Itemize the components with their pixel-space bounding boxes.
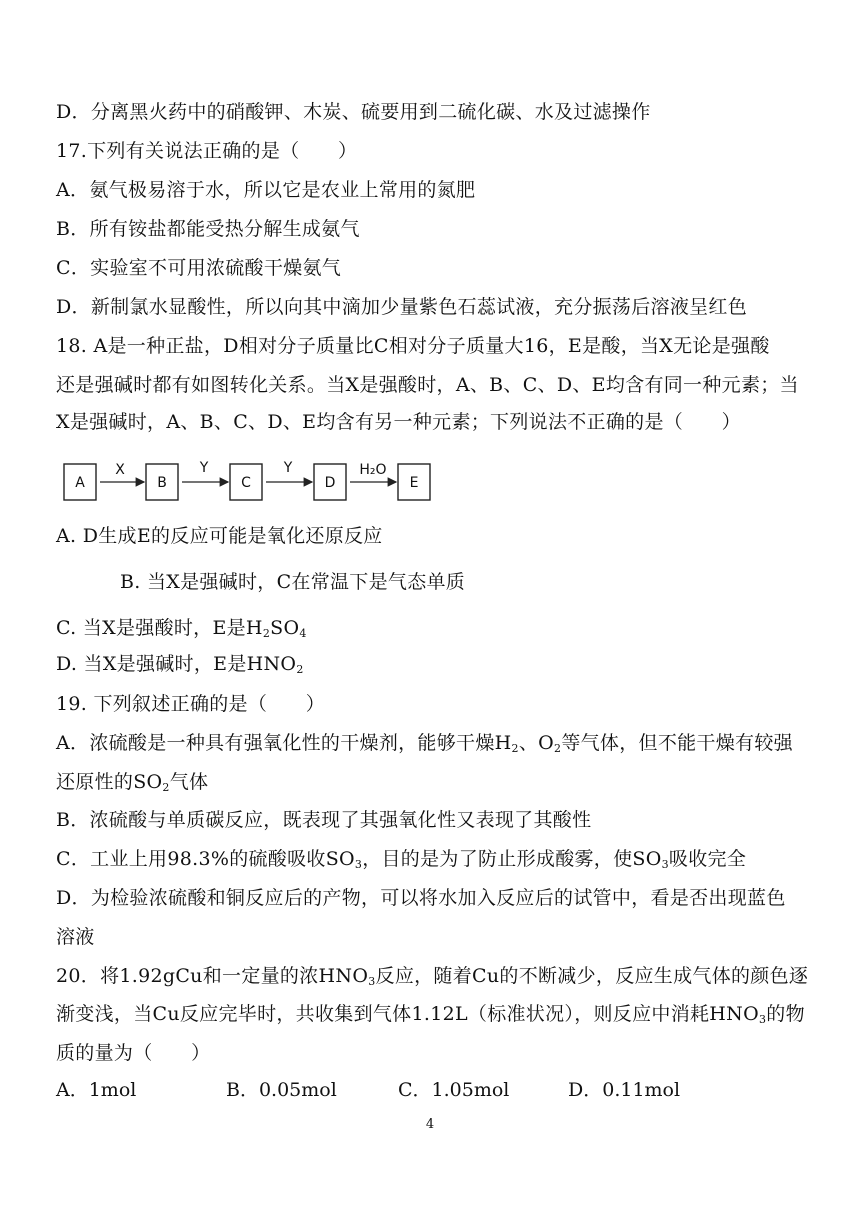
option-16d: D．分离黑火药中的硝酸钾、木炭、硫要用到二硫化碳、水及过滤操作: [56, 101, 651, 123]
option-18d: D. 当X是强碱时，E是$HNO_2$: [56, 653, 304, 676]
option-17a: A．氨气极易溶于水，所以它是农业上常用的氮肥: [56, 179, 476, 201]
question-17: 17.下列有关说法正确的是（ ）: [56, 140, 358, 162]
question-20-options: [56, 1078, 816, 1102]
node-b-label: B: [157, 475, 167, 491]
conversion-diagram: [62, 454, 442, 506]
page-number: 4: [425, 1117, 435, 1132]
question-18-line2: 还是强碱时都有如图转化关系。当X是强酸时，A、B、C、D、E均含有同一种元素；当: [56, 374, 799, 396]
option-19a-line1: A．浓硫酸是一种具有强氧化性的干燥剂，能够干燥$H_2$、$O_2$等气体，但不能干燥有较强: [56, 732, 793, 755]
option-20c: C．1.05mol: [398, 1079, 510, 1101]
option-18b: B. 当X是强碱时，C在常温下是气态单质: [120, 571, 466, 593]
option-18c: C. 当X是强酸时，E是$H_2SO_4$: [56, 617, 307, 640]
question-19: 19. 下列叙述正确的是（ ）: [56, 693, 326, 715]
option-20a: A．1mol: [56, 1079, 137, 1101]
option-17d: D．新制氯水显酸性，所以向其中滴加少量紫色石蕊试液，充分振荡后溶液呈红色: [56, 296, 748, 318]
question-20-line1: 20．将1.92gCu和一定量的浓$HNO_3$反应，随着Cu的不断减少，反应生成气体的颜色逐: [56, 965, 809, 988]
option-19a-line2: 还原性的$SO_2$气体: [56, 771, 209, 794]
option-17c: C．实验室不可用浓硫酸干燥氨气: [56, 257, 342, 279]
arrow-b-c-label: Y: [199, 460, 209, 476]
option-20b: B．0.05mol: [226, 1079, 337, 1101]
question-18-line1: 18. A是一种正盐，D相对分子质量比C相对分子质量大16，E是酸，当X无论是强酸: [56, 335, 770, 357]
option-19b: B．浓硫酸与单质碳反应，既表现了其强氧化性又表现了其酸性: [56, 809, 592, 831]
question-20-line2: 渐变浅，当Cu反应完毕时，共收集到气体1.12L（标准状况），则反应中消耗$HNO_3$的物: [56, 1003, 805, 1026]
node-a-label: A: [75, 475, 85, 491]
node-e-label: E: [409, 475, 419, 491]
option-17b: B．所有铵盐都能受热分解生成氨气: [56, 218, 360, 240]
option-19d-line2: 溶液: [56, 926, 95, 948]
node-c-label: C: [241, 475, 251, 491]
question-18-line3: X是强碱时，A、B、C、D、E均含有另一种元素；下列说法不正确的是（ ）: [56, 411, 741, 433]
option-18a: A. D生成E的反应可能是氧化还原反应: [56, 525, 383, 547]
question-20-line3: 质的量为（ ）: [56, 1042, 211, 1064]
arrow-c-d-label: Y: [283, 460, 293, 476]
option-19d-line1: D．为检验浓硫酸和铜反应后的产物，可以将水加入反应后的试管中，看是否出现蓝色: [56, 887, 786, 909]
option-20d: D．0.11mol: [568, 1079, 681, 1101]
node-d-label: D: [324, 475, 336, 491]
option-19c: C．工业上用98.3%的硫酸吸收$SO_3$，目的是为了防止形成酸雾，使$SO_3$吸收完全: [56, 848, 747, 871]
arrow-d-e-label: H₂O: [359, 462, 387, 478]
arrow-a-b-label: X: [115, 462, 125, 478]
